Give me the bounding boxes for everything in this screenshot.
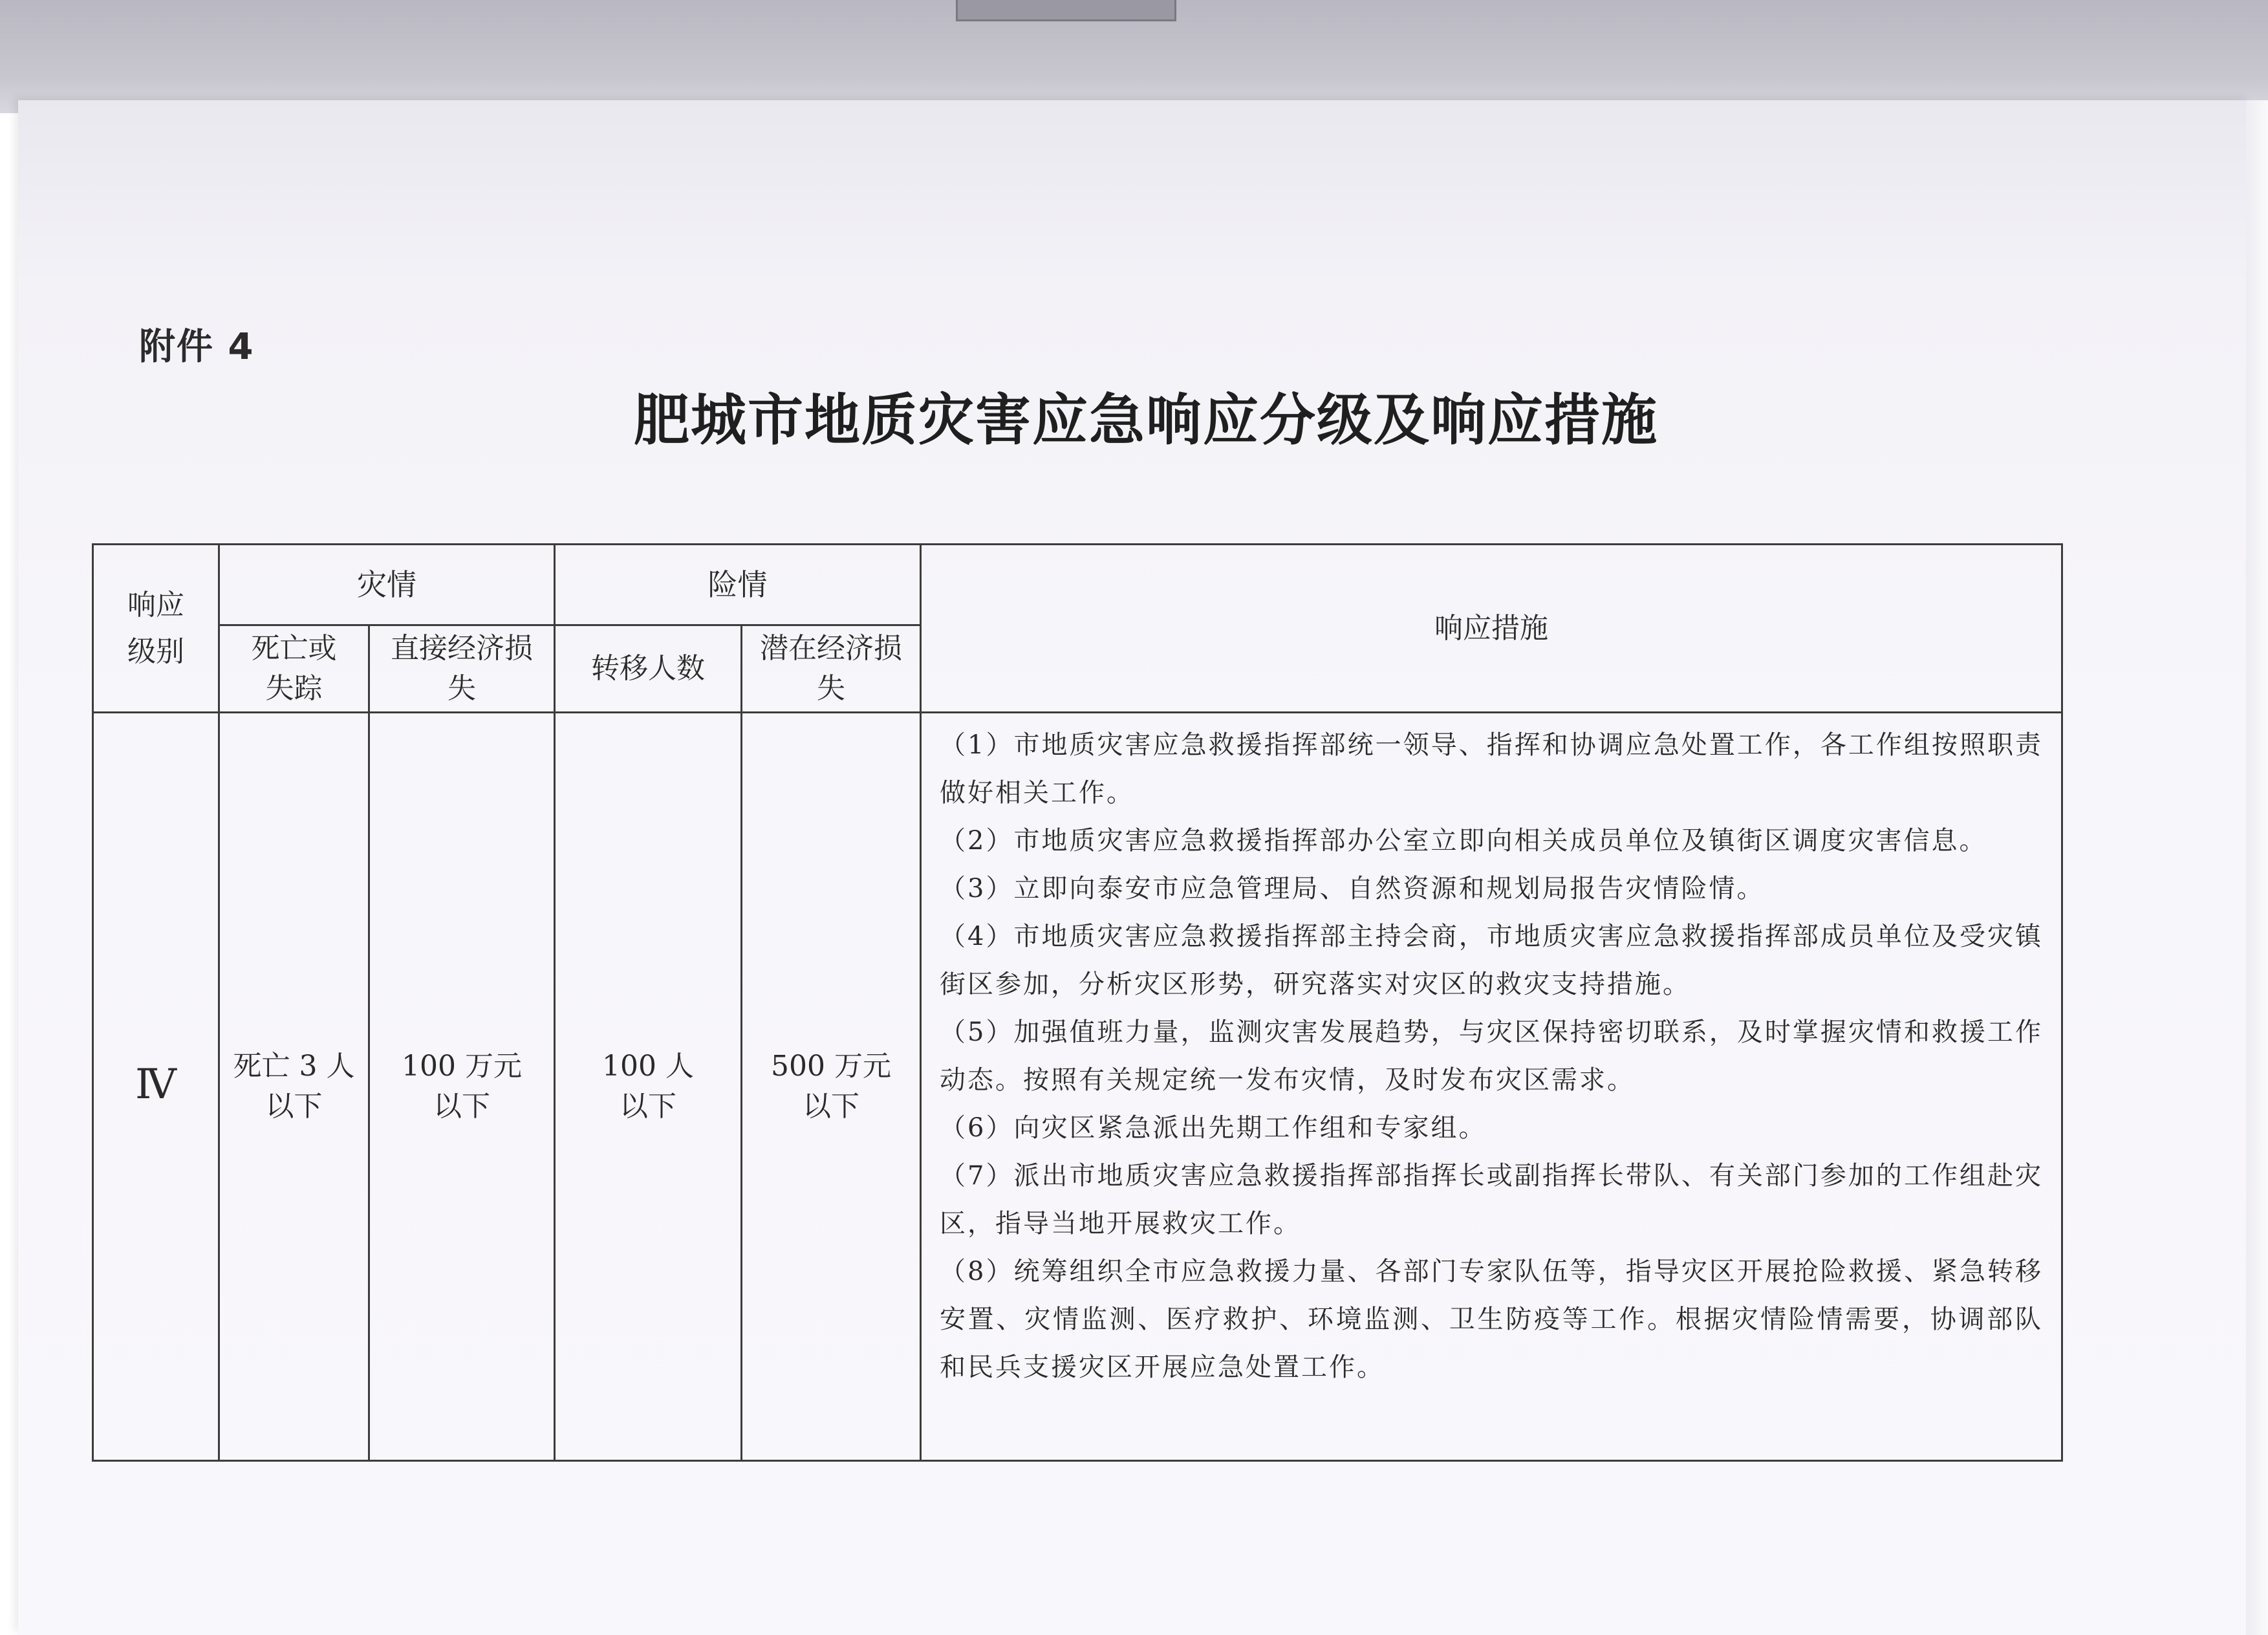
cell-potential-loss: 500 万元以下 [742, 713, 921, 1461]
paper-right-edge [2246, 100, 2268, 1635]
scanner-clip [956, 0, 1176, 21]
measure-item: （8）统筹组织全市应急救援力量、各部门专家队伍等，指导灾区开展抢险救援、紧急转移安置、灾情监测、医疗救护、环境监测、卫生防疫等工作。根据灾情险情需要，协调部队和民兵支援灾区开展应急处置工作。 [940, 1257, 2043, 1382]
cell-deaths: 死亡 3 人以下 [219, 713, 369, 1461]
measure-item: （2）市地质灾害应急救援指挥部办公室立即向相关成员单位及镇街区调度灾害信息。 [940, 826, 1987, 856]
measure-item: （4）市地质灾害应急救援指挥部主持会商，市地质灾害应急救援指挥部成员单位及受灾镇街区参加，分析灾区形势，研究落实对灾区的救灾支持措施。 [940, 922, 2043, 999]
measure-item: （5）加强值班力量，监测灾害发展趋势，与灾区保持密切联系，及时掌握灾情和救援工作动态。按照有关规定统一发布灾情，及时发布灾区需求。 [940, 1017, 2043, 1095]
header-measures: 响应措施 [921, 545, 2062, 713]
attachment-label: 附件 4 [139, 326, 255, 368]
measure-item: （3）立即向泰安市应急管理局、自然资源和规划局报告灾情险情。 [940, 874, 1765, 904]
header-danger-group: 险情 [555, 545, 921, 625]
table-header-row-1 [93, 545, 2062, 625]
cell-relocated: 100 人以下 [555, 713, 742, 1461]
header-direct-loss: 直接经济损失 [369, 625, 555, 713]
header-deaths: 死亡或失踪 [219, 625, 369, 713]
cell-level: Ⅳ [93, 713, 219, 1461]
measure-item: （6）向灾区紧急派出先期工作组和专家组。 [940, 1113, 1487, 1143]
header-level: 响应级别 [93, 545, 219, 713]
measure-item: （7）派出市地质灾害应急救援指挥部指挥长或副指挥长带队、有关部门参加的工作组赴灾区，指导当地开展救灾工作。 [940, 1161, 2043, 1239]
header-relocated: 转移人数 [555, 625, 742, 713]
table-row [93, 713, 2062, 1461]
measure-item: （1）市地质灾害应急救援指挥部统一领导、指挥和协调应急处置工作，各工作组按照职责做好相关工作。 [940, 730, 2043, 808]
response-level-table [92, 543, 2063, 1462]
header-disaster-group: 灾情 [219, 545, 555, 625]
header-potential-loss: 潜在经济损失 [742, 625, 921, 713]
document-title: 肥城市地质灾害应急响应分级及响应措施 [634, 388, 1658, 453]
cell-direct-loss: 100 万元以下 [369, 713, 555, 1461]
cell-measures [921, 713, 2062, 1461]
